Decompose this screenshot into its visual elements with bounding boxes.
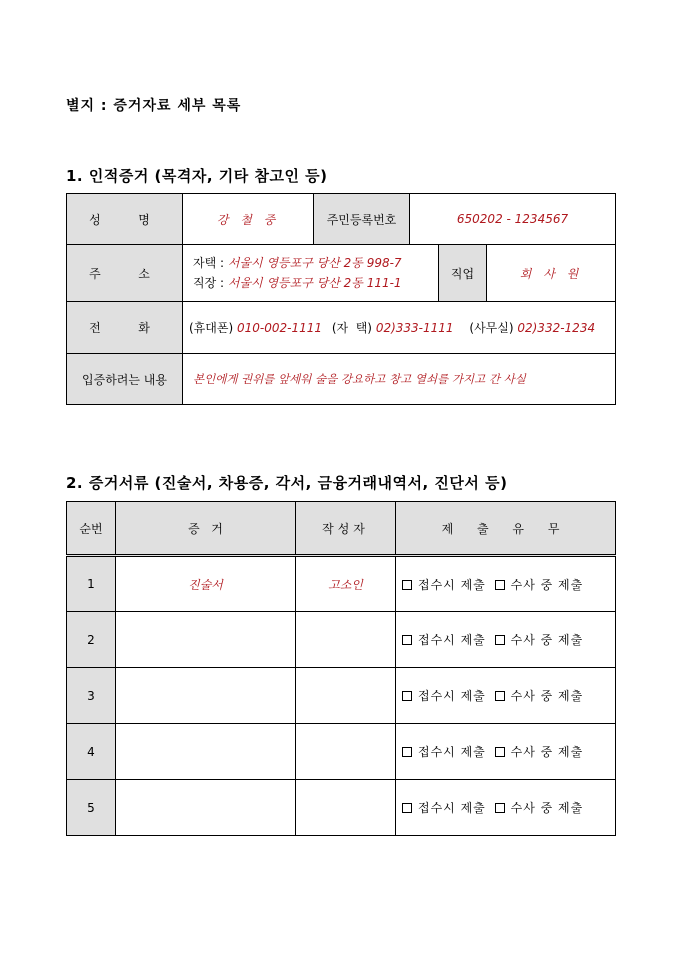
mobile-label: (휴대폰) [189,321,234,335]
address-label: 주 소 [67,245,183,302]
row-author [296,668,396,724]
row-submission [396,724,616,780]
option-on-filing: 접수시 제출 [418,577,486,592]
name-value: 강 철 중 [183,194,314,245]
option-on-filing: 접수시 제출 [418,745,486,759]
work-address-line [193,273,438,293]
row-evidence [116,612,296,668]
documents-table [66,501,616,836]
row-no: 2 [67,612,116,668]
checkbox-on-filing[interactable] [402,635,412,645]
option-during-investigation: 수사 중 제출 [510,745,584,759]
row-author [296,780,396,836]
work-address-value: 서울시 영등포구 당산 2동 111-1 [227,276,402,290]
option-during-investigation: 수사 중 제출 [510,633,584,647]
option-during-investigation: 수사 중 제출 [510,577,584,592]
row-submission [396,780,616,836]
checkbox-during-investigation[interactable] [495,747,505,757]
option-during-investigation: 수사 중 제출 [510,801,584,815]
section1-heading: 1. 인적증거 (목격자, 기타 참고인 등) [66,167,328,185]
checkbox-during-investigation[interactable] [495,580,505,590]
row-author: 고소인 [296,556,396,612]
option-during-investigation: 수사 중 제출 [510,689,584,703]
checkbox-on-filing[interactable] [402,580,412,590]
col-author: 작성자 [296,502,396,556]
row-no: 4 [67,724,116,780]
row-no: 5 [67,780,116,836]
checkbox-on-filing[interactable] [402,691,412,701]
row-author [296,724,396,780]
rrn-value: 650202 - 1234567 [410,194,616,245]
home-phone-label: (자 택) [331,321,372,335]
job-label: 직업 [439,245,487,302]
address-cell [183,245,439,302]
row-evidence [116,780,296,836]
table-row [67,780,616,836]
table-row [67,556,616,612]
row-submission [396,556,616,612]
testimony-value: 본인에게 권위를 앞세워 술을 강요하고 창고 열쇠를 가지고 간 사실 [183,354,616,405]
row-evidence: 진술서 [116,556,296,612]
office-phone-value: 02)332-1234 [517,321,596,335]
checkbox-during-investigation[interactable] [495,691,505,701]
row-submission [396,668,616,724]
home-address-label: 자택 : [193,256,225,270]
table-row [67,668,616,724]
rrn-label: 주민등록번호 [314,194,410,245]
option-on-filing: 접수시 제출 [418,633,486,647]
row-no: 1 [67,556,116,612]
checkbox-during-investigation[interactable] [495,635,505,645]
row-author [296,612,396,668]
name-label: 성 명 [67,194,183,245]
table-row [67,612,616,668]
row-evidence [116,724,296,780]
page-title: 별지 : 증거자료 세부 목록 [66,98,242,114]
mobile-value: 010-002-1111 [236,321,322,335]
work-address-label: 직장 : [193,276,225,290]
section2-heading: 2. 증거서류 (진술서, 차용증, 각서, 금융거래내역서, 진단서 등) [66,474,508,492]
office-phone-label: (사무실) [469,321,514,335]
home-address-value: 서울시 영등포구 당산 2동 998-7 [227,256,402,270]
home-address-line [193,253,438,273]
testimony-label: 입증하려는 내용 [67,354,183,405]
option-on-filing: 접수시 제출 [418,689,486,703]
checkbox-on-filing[interactable] [402,803,412,813]
row-evidence [116,668,296,724]
col-evidence: 증 거 [116,502,296,556]
row-no: 3 [67,668,116,724]
col-submission: 제 출 유 무 [396,502,616,556]
job-value: 회 사 원 [487,245,616,302]
phone-label: 전 화 [67,302,183,354]
phone-cell [183,302,616,354]
witness-table [66,193,616,405]
option-on-filing: 접수시 제출 [418,801,486,815]
checkbox-on-filing[interactable] [402,747,412,757]
table-row [67,724,616,780]
checkbox-during-investigation[interactable] [495,803,505,813]
home-phone-value: 02)333-1111 [375,321,454,335]
col-no: 순번 [67,502,116,556]
row-submission [396,612,616,668]
